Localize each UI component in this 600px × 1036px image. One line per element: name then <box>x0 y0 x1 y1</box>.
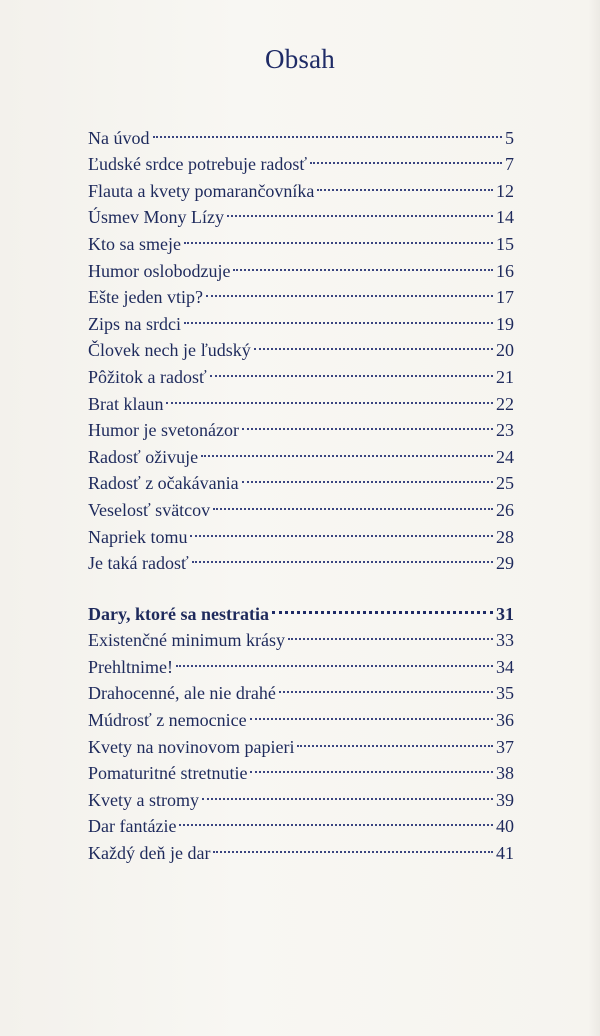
dot-leader <box>206 277 495 304</box>
dot-leader <box>176 646 495 673</box>
dot-leader <box>272 593 495 620</box>
dot-leader <box>184 223 495 250</box>
page-edge-shadow <box>588 0 600 1036</box>
toc-entry-page-number: 22 <box>496 393 514 414</box>
toc-entry-title: Drahocenné, ale nie drahé <box>88 683 276 704</box>
toc-entry-title: Ešte jeden vtip? <box>88 287 203 308</box>
toc-entry-title: Humor je svetonázor <box>88 420 239 441</box>
toc-entry-title: Kvety na novinovom papieri <box>88 736 295 757</box>
dot-leader <box>213 489 495 516</box>
toc-entry-title: Na úvod <box>88 127 150 148</box>
dot-leader <box>310 144 504 171</box>
toc-entry-title: Úsmev Mony Lízy <box>88 207 224 228</box>
toc-entry-title: Každý deň je dar <box>88 842 211 863</box>
dot-leader <box>242 410 495 437</box>
toc-entry-title: Múdrosť z nemocnice <box>88 709 247 730</box>
toc-entry-page-number: 20 <box>496 340 514 361</box>
dot-leader <box>250 699 495 726</box>
page-title: Obsah <box>265 44 335 74</box>
toc-entry-page-number: 16 <box>496 260 514 281</box>
dot-leader <box>201 436 495 463</box>
toc-entry-page-number: 37 <box>496 736 514 757</box>
dot-leader <box>288 620 495 647</box>
toc-entry-page-number: 40 <box>496 816 514 837</box>
dot-leader <box>192 543 495 570</box>
toc-entry-title: Pomaturitné stretnutie <box>88 763 248 784</box>
toc-entry-page-number: 34 <box>496 656 514 677</box>
toc-entry-title: Dar fantázie <box>88 816 177 837</box>
toc-entry-title: Brat klaun <box>88 393 164 414</box>
toc-entry-page-number: 15 <box>496 233 514 254</box>
toc-entry-page-number: 21 <box>496 366 514 387</box>
toc-entry-title: Existenčné minimum krásy <box>88 630 285 651</box>
toc-entry-title: Flauta a kvety pomarančovníka <box>88 180 315 201</box>
toc-entry-page-number: 5 <box>505 127 514 148</box>
dot-leader <box>233 250 495 277</box>
toc-entry-page-number: 26 <box>496 499 514 520</box>
toc-entry-title: Radosť oživuje <box>88 446 199 467</box>
toc-entry-title: Radosť z očakávania <box>88 473 239 494</box>
toc-entry-page-number: 7 <box>505 154 514 175</box>
toc-entry <box>88 593 514 624</box>
dot-leader <box>254 330 495 357</box>
toc-section-2 <box>88 593 514 863</box>
dot-leader <box>166 383 495 410</box>
toc-entry-page-number: 41 <box>496 842 514 863</box>
toc-entry-page-number: 19 <box>496 313 514 334</box>
toc-entry-title: Ľudské srdce potrebuje radosť <box>88 154 308 175</box>
toc-entry-title: Veselosť svätcov <box>88 499 211 520</box>
toc-entry-title: Zips na srdci <box>88 313 181 334</box>
toc-section-1 <box>88 117 514 574</box>
toc-entry-title: Napriek tomu <box>88 526 188 547</box>
toc-entry-page-number: 17 <box>496 287 514 308</box>
dot-leader <box>179 806 495 833</box>
dot-leader <box>184 303 495 330</box>
dot-leader <box>279 673 495 700</box>
toc-entry-page-number: 39 <box>496 789 514 810</box>
dot-leader <box>297 726 495 753</box>
dot-leader <box>213 832 495 859</box>
toc-entry-page-number: 24 <box>496 446 514 467</box>
toc-entry-page-number: 29 <box>496 553 514 574</box>
toc-entry-title: Je taká radosť <box>88 553 189 574</box>
toc-entry-page-number: 35 <box>496 683 514 704</box>
toc-entry-page-number: 36 <box>496 709 514 730</box>
toc-entry-page-number: 31 <box>496 603 514 624</box>
toc-entry-page-number: 23 <box>496 420 514 441</box>
toc-entry-title: Človek nech je ľudský <box>88 340 251 361</box>
dot-leader <box>317 170 495 197</box>
toc-entry <box>88 117 514 148</box>
toc-entry-title: Kto sa smeje <box>88 233 181 254</box>
toc-entry-title: Humor oslobodzuje <box>88 260 231 281</box>
toc-entry-page-number: 28 <box>496 526 514 547</box>
dot-leader <box>202 779 495 806</box>
dot-leader <box>153 117 505 144</box>
dot-leader <box>210 356 495 383</box>
toc-entry-page-number: 25 <box>496 473 514 494</box>
toc-entry-title: Dary, ktoré sa nestratia <box>88 603 269 624</box>
toc-entry-page-number: 38 <box>496 763 514 784</box>
toc-entry-title: Pôžitok a radosť <box>88 366 207 387</box>
toc-entry-page-number: 33 <box>496 630 514 651</box>
dot-leader <box>190 516 495 543</box>
dot-leader <box>227 197 495 224</box>
dot-leader <box>242 463 495 490</box>
toc-entry-page-number: 14 <box>496 207 514 228</box>
toc-entry-title: Prehltnime! <box>88 656 173 677</box>
toc-entry-page-number: 12 <box>496 180 514 201</box>
toc-entry-title: Kvety a stromy <box>88 789 199 810</box>
dot-leader <box>250 753 495 780</box>
